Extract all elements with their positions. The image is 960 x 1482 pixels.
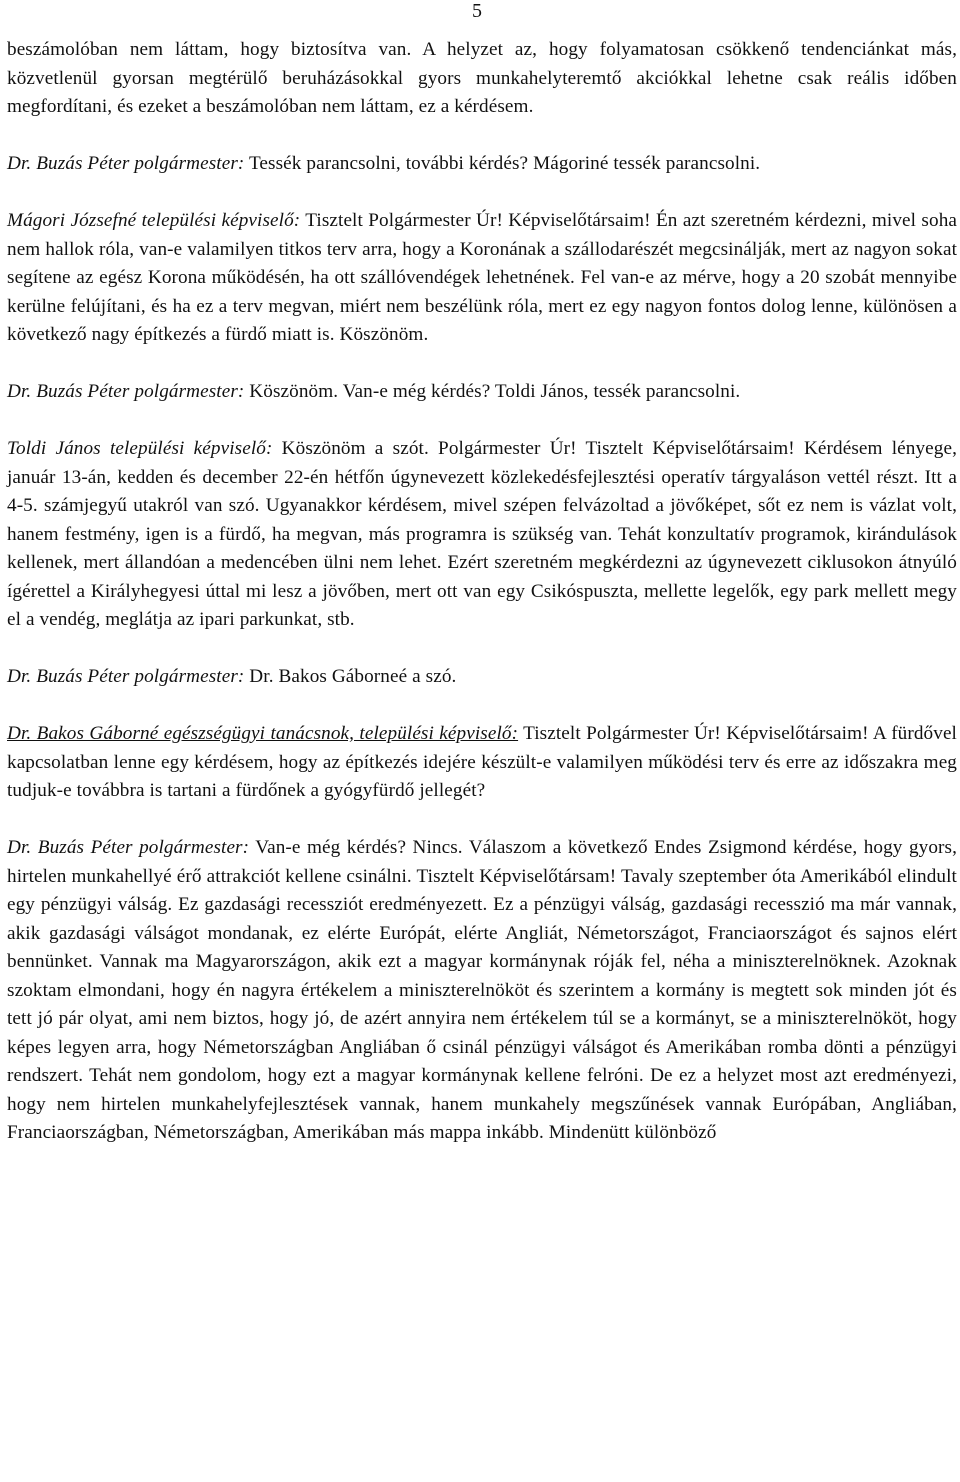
paragraph-text: Van-e még kérdés? Nincs. Válaszom a következő Endes Zsigmond kérdése, hogy gyors, hirtelen munkahellyé érő attrakciót kellene csinálni. Tisztelt Képviselőtársam! Tavaly szeptember óta Amerikából elindult egy pénzügyi válság. Ez gazdasági recessziót eredményezett. Ez a pénzügyi válság, gazdasági recesszió ma már vannak, akik gazdasági válságot mondanak, ez elérte Európát, elérte Angliát, Németországot, Franciaországot és sajnos elért bennünket. Vannak ma Magyarországon, akik ezt a magyar kormánynak róják fel, néha a miniszterelnöknek. Azoknak szoktam elmondani, hogy én nagyra értékelem a miniszterelnököt és szerintem a kormány is megtett sok minden jót és tett jó pár olyat, ami nem biztos, hogy jó, de azért annyira nem értékelem túl se a kormányt, se a miniszterelnököt, hogy képes legyen arra, hogy Németországban Angliában ő csinál pénzügyi válságot és Amerikában romba dönti a pénzügyi rendszert. Tehát nem gondolom, hogy ezt a magyar kormánynak kellene felróni. De ez a helyzet most azt eredményezi, hogy nem hirtelen munkahelyfejlesztések vannak, hanem munkahely megszűnések vannak Európában, Angliában, Franciaországban, Németországban, Amerikában más mappa inkább. Mindenütt különböző — [7, 837, 957, 1143]
paragraph-text: Köszönöm a szót. Polgármester Úr! Tisztelt Képviselőtársaim! Kérdésem lényege, január 13-án, kedden és december 22-én hétfőn úgynevezett közlekedésfejlesztési operatív tárgyaláson vettél részt. Itt a 4-5. számjegyű utakról van szó. Ugyanakkor kérdésem, mivel szépen felvázoltad a jövőképet, sőt ez nem is vázlat volt, hanem festmény, igen is a fürdő, ha megvan, más programra is szükség van. Tehát konzultatív programok, kirándulások kellenek, mert állandóan a medencében ülni nem lehet. Ezért szeretném megkérdezni az úgynevezett ciklusokon átnyúló ígérettel a Királyhegyesi úttal mi lesz a jövőben, mert ott van egy Csikóspuszta, mellette legelők, egy park mellett megy el a vendég, meglátja az ipari parkunkat, stb. — [7, 438, 957, 630]
paragraph-bakos — [7, 720, 957, 806]
paragraph-magori — [7, 207, 957, 350]
paragraph-intro — [7, 36, 957, 122]
paragraph-text: Tisztelt Polgármester Úr! Képviselőtársaim! A fürdővel kapcsolatban lenne egy kérdésem, hogy az építkezés idejére készült-e valamilyen működési terv és erre az időszakra meg tudjuk-e továbbra is tartani a fürdőnek a gyógyfürdő jellegét? — [7, 723, 957, 801]
speaker-name: Dr. Buzás Péter polgármester: — [7, 837, 250, 858]
paragraph-mayor-3 — [7, 663, 957, 692]
speaker-name: Dr. Buzás Péter polgármester: — [7, 153, 245, 174]
speaker-name: Dr. Buzás Péter polgármester: — [7, 666, 245, 687]
paragraph-text: Dr. Bakos Gáborneé a szó. — [244, 666, 457, 687]
paragraph-text: Tessék parancsolni, további kérdés? Mágoriné tessék parancsolni. — [244, 153, 761, 174]
speaker-name: Dr. Bakos Gáborné egészségügyi tanácsnok, települési képviselő: — [7, 723, 519, 744]
speaker-name: Mágori Józsefné települési képviselő: — [7, 210, 301, 231]
document-body — [7, 36, 957, 1148]
paragraph-mayor-2 — [7, 378, 957, 407]
speaker-name: Toldi János települési képviselő: — [7, 438, 273, 459]
page-number: 5 — [472, 0, 482, 22]
paragraph-mayor-4 — [7, 834, 957, 1148]
paragraph-text: Köszönöm. Van-e még kérdés? Toldi János, tessék parancsolni. — [244, 381, 741, 402]
paragraph-mayor-1 — [7, 150, 957, 179]
paragraph-text: Tisztelt Polgármester Úr! Képviselőtársaim! Én azt szeretném kérdezni, mivel soha nem hallok róla, van-e valamilyen titkos terv arra, hogy a Koronának a szállodarészét megcsinálják, mert az nagyon sokat segítene az egész Korona működésén, ha ott szállóvendégek lehetnének. Fel van-e az mérve, hogy a 20 szobát mennyibe kerülne felújítani, és ha ez a terv megvan, miért nem beszélünk róla, mert ez egy nagyon fontos dolog lenne, különösen a következő nagy építkezés a fürdő miatt is. Köszönöm. — [7, 210, 957, 345]
paragraph-text: beszámolóban nem láttam, hogy biztosítva van. A helyzet az, hogy folyamatosan csökkenő tendenciánkat más, közvetlenül gyorsan megtérülő beruházásokkal gyors munkahelyteremtő akciókkal lehetne csak reális időben megfordítani, és ezeket a beszámolóban nem láttam, ez a kérdésem. — [7, 39, 957, 117]
speaker-name: Dr. Buzás Péter polgármester: — [7, 381, 245, 402]
paragraph-toldi — [7, 435, 957, 635]
